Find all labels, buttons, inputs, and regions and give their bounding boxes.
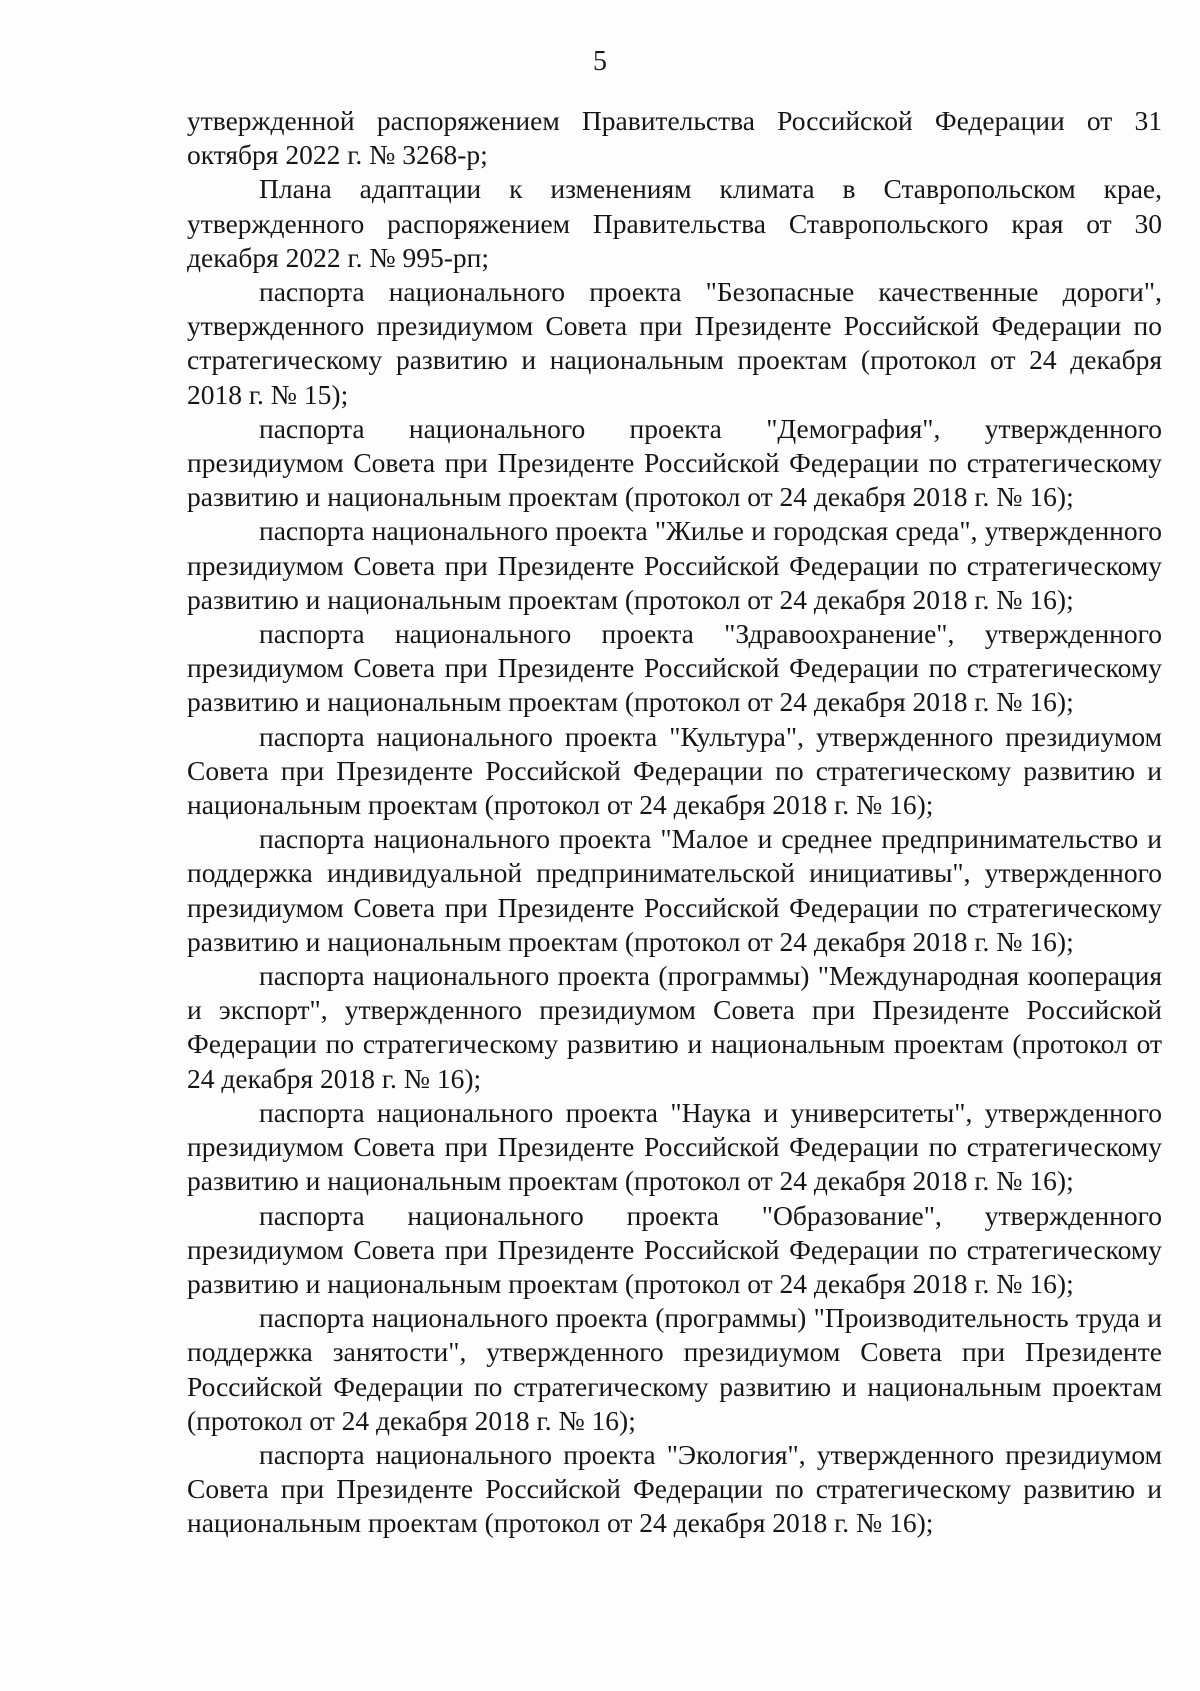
paragraph-culture-project: паспорта национального проекта "Культура", утвержденного президиумом Совета при Президенте Российской Федерации по стратегическому развитию и национальным проектам (протокол от 24 декабря 2018 г. № 16); xyxy=(187,720,1162,821)
paragraph-ecology-project: паспорта национального проекта "Экология", утвержденного президиумом Совета при Президенте Российской Федерации по стратегическому развитию и национальным проектам (протокол от 24 декабря 2018 г. № 16); xyxy=(187,1438,1162,1539)
paragraph-education-project: паспорта национального проекта "Образование", утвержденного президиумом Совета при Президенте Российской Федерации по стратегическому развитию и национальным проектам (протокол от 24 декабря 2018 г. № 16); xyxy=(187,1199,1162,1299)
paragraph-roads-project: паспорта национального проекта "Безопасные качественные дороги", утвержденного президиумом Совета при Президенте Российской Федерации по стратегическому развитию и национальным проектам (протокол от 24 декабря 2018 г. № 15); xyxy=(187,276,1162,410)
paragraph-productivity-project: паспорта национального проекта (программы) "Производительность труда и поддержка занятости", утвержденного президиумом Совета при Президенте Российской Федерации по стратегическому развитию и национальным проектам (протокол от 24 декабря 2018 г. № 16); xyxy=(187,1302,1162,1436)
paragraph-small-business-project: паспорта национального проекта "Малое и среднее предпринимательство и поддержка индивидуальной предпринимательской инициативы", утвержденного президиумом Совета при Президенте Российской Федерации по стратегическому развитию и национальным проектам (протокол от 24 декабря 2018 г. № 16); xyxy=(187,823,1162,957)
paragraph-export-project: паспорта национального проекта (программы) "Международная кооперация и экспорт", утвержденного президиумом Совета при Президенте Российской Федерации по стратегическому развитию и национальным проектам (протокол от 24 декабря 2018 г. № 16); xyxy=(187,960,1162,1094)
paragraph-continuation: утвержденной распоряжением Правительства Российской Федерации от 31 октября 2022 г. № 3268-р; xyxy=(187,105,1162,171)
paragraph-healthcare-project: паспорта национального проекта "Здравоохранение", утвержденного президиумом Совета при Президенте Российской Федерации по стратегическому развитию и национальным проектам (протокол от 24 декабря 2018 г. № 16); xyxy=(187,618,1162,718)
paragraph-housing-project: паспорта национального проекта "Жилье и городская среда", утвержденного президиумом Совета при Президенте Российской Федерации по стратегическому развитию и национальным проектам (протокол от 24 декабря 2018 г. № 16); xyxy=(187,515,1162,615)
page-number: 5 xyxy=(593,46,607,77)
paragraph-science-project: паспорта национального проекта "Наука и университеты", утвержденного президиумом Совета при Президенте Российской Федерации по стратегическому развитию и национальным проектам (протокол от 24 декабря 2018 г. № 16); xyxy=(187,1096,1162,1197)
document-body xyxy=(187,104,1162,1541)
paragraph-climate-plan: Плана адаптации к изменениям климата в Ставропольском крае, утвержденного распоряжением Правительства Ставропольского края от 30 декабря 2022 г. № 995-рп; xyxy=(187,173,1162,273)
paragraph-demography-project: паспорта национального проекта "Демография", утвержденного президиумом Совета при Президенте Российской Федерации по стратегическому развитию и национальным проектам (протокол от 24 декабря 2018 г. № 16); xyxy=(187,412,1162,513)
